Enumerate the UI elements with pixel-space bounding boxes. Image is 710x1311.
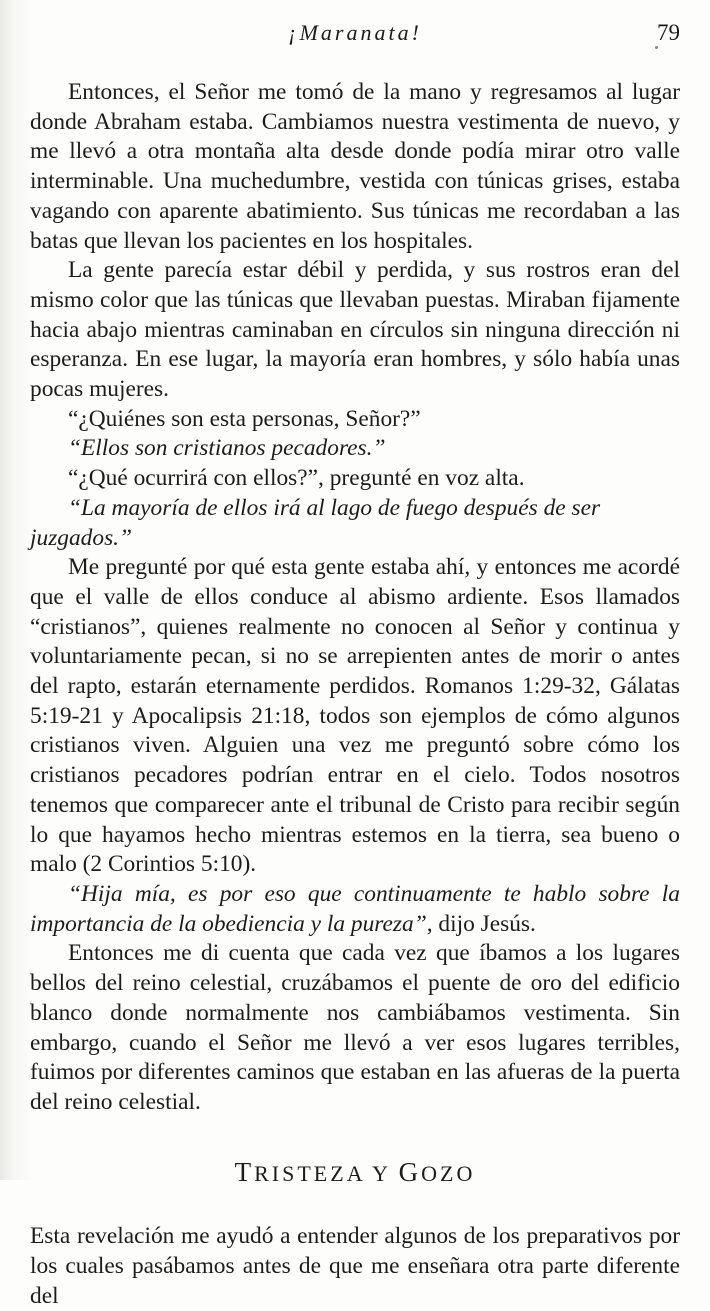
page-number: 79 <box>657 20 680 45</box>
paragraph-1: Entonces, el Señor me tomó de la mano y regresamos al lugar donde Abraham estaba. Cambiamos nuestra vestimenta de nuevo, y me llevó a otra montaña alta desde donde podía mirar otro valle interminable. Una muchedumbre, vestida con túnicas grises, estaba vagando con aparente abatimiento. Sus túnicas me recordaban a las batas que llevan los pacientes en los hospitales. <box>30 79 680 254</box>
dialog-question-2: “¿Qué ocurrirá con ellos?”, pregunté en voz alta. <box>68 465 525 492</box>
paragraph-3: Me pregunté por qué esta gente estaba ahí, y entonces me acordé que el valle de ellos conduce al abismo ardiente. Esos llamados “cristianos”, quienes realmente no conocen al Señor y continua y voluntariamente pecan, si no se arrepienten antes de morir o antes del rapto, estarán eternamente perdidos. Romanos 1:29-32, Gálatas 5:19-21 y Apocalipsis 21:18, todos son ejemplos de cómo algunos cristianos viven. Alguien una vez me preguntó sobre cómo los cristianos pecadores podrían entrar en el cielo. Todos nosotros tenemos que comparecer ante el tribunal de Cristo para recibir según lo que hayamos hecho mientras estemos en la tierra, sea bueno o malo (2 Corintios 5:10). <box>30 554 680 878</box>
running-title: ¡Maranata! <box>288 20 422 45</box>
section-heading: TRISTEZA Y GOZO <box>234 1156 476 1187</box>
dialog-answer-1: “Ellos son cristianos pecadores.” <box>68 435 386 462</box>
quote-italic: “Hija mía, es por eso que continuamente te hablo sobre la importancia de la obediencia y la pureza” <box>30 880 680 937</box>
closing-paragraph: Entonces me di cuenta que cada vez que íbamos a los lugares bellos del reino celestial, cruzábamos el puente de oro del edificio blanco donde normalmente nos cambiábamos vestimenta. Sin embargo, cuando el Señor me llevó a ver esos lugares terribles, fuimos por diferentes caminos que estaban en las afueras de la puerta del reino celestial. <box>30 940 680 1115</box>
dialog-answer-2: “La mayoría de ellos irá al lago de fuego después de ser juzgados.” <box>30 494 601 551</box>
scan-speck <box>655 46 658 49</box>
body-text <box>30 78 680 1311</box>
page-header <box>28 14 682 54</box>
quote-attribution: , dijo Jesús. <box>426 910 536 937</box>
quote-paragraph <box>30 880 680 939</box>
section-paragraph: Esta revelación me ayudó a entender algunos de los preparativos por los cuales pasábamos antes de que me enseñara otra parte diferente del <box>30 1223 680 1309</box>
paragraph-2: La gente parecía estar débil y perdida, y sus rostros eran del mismo color que las túnicas que llevaban puestas. Miraban fijamente hacia abajo mientras caminaban en círculos sin ninguna dirección ni esperanza. En ese lugar, la mayoría eran hombres, y sólo había unas pocas mujeres. <box>30 257 680 403</box>
dialog-question-1: “¿Quiénes son esta personas, Señor?” <box>68 405 421 432</box>
